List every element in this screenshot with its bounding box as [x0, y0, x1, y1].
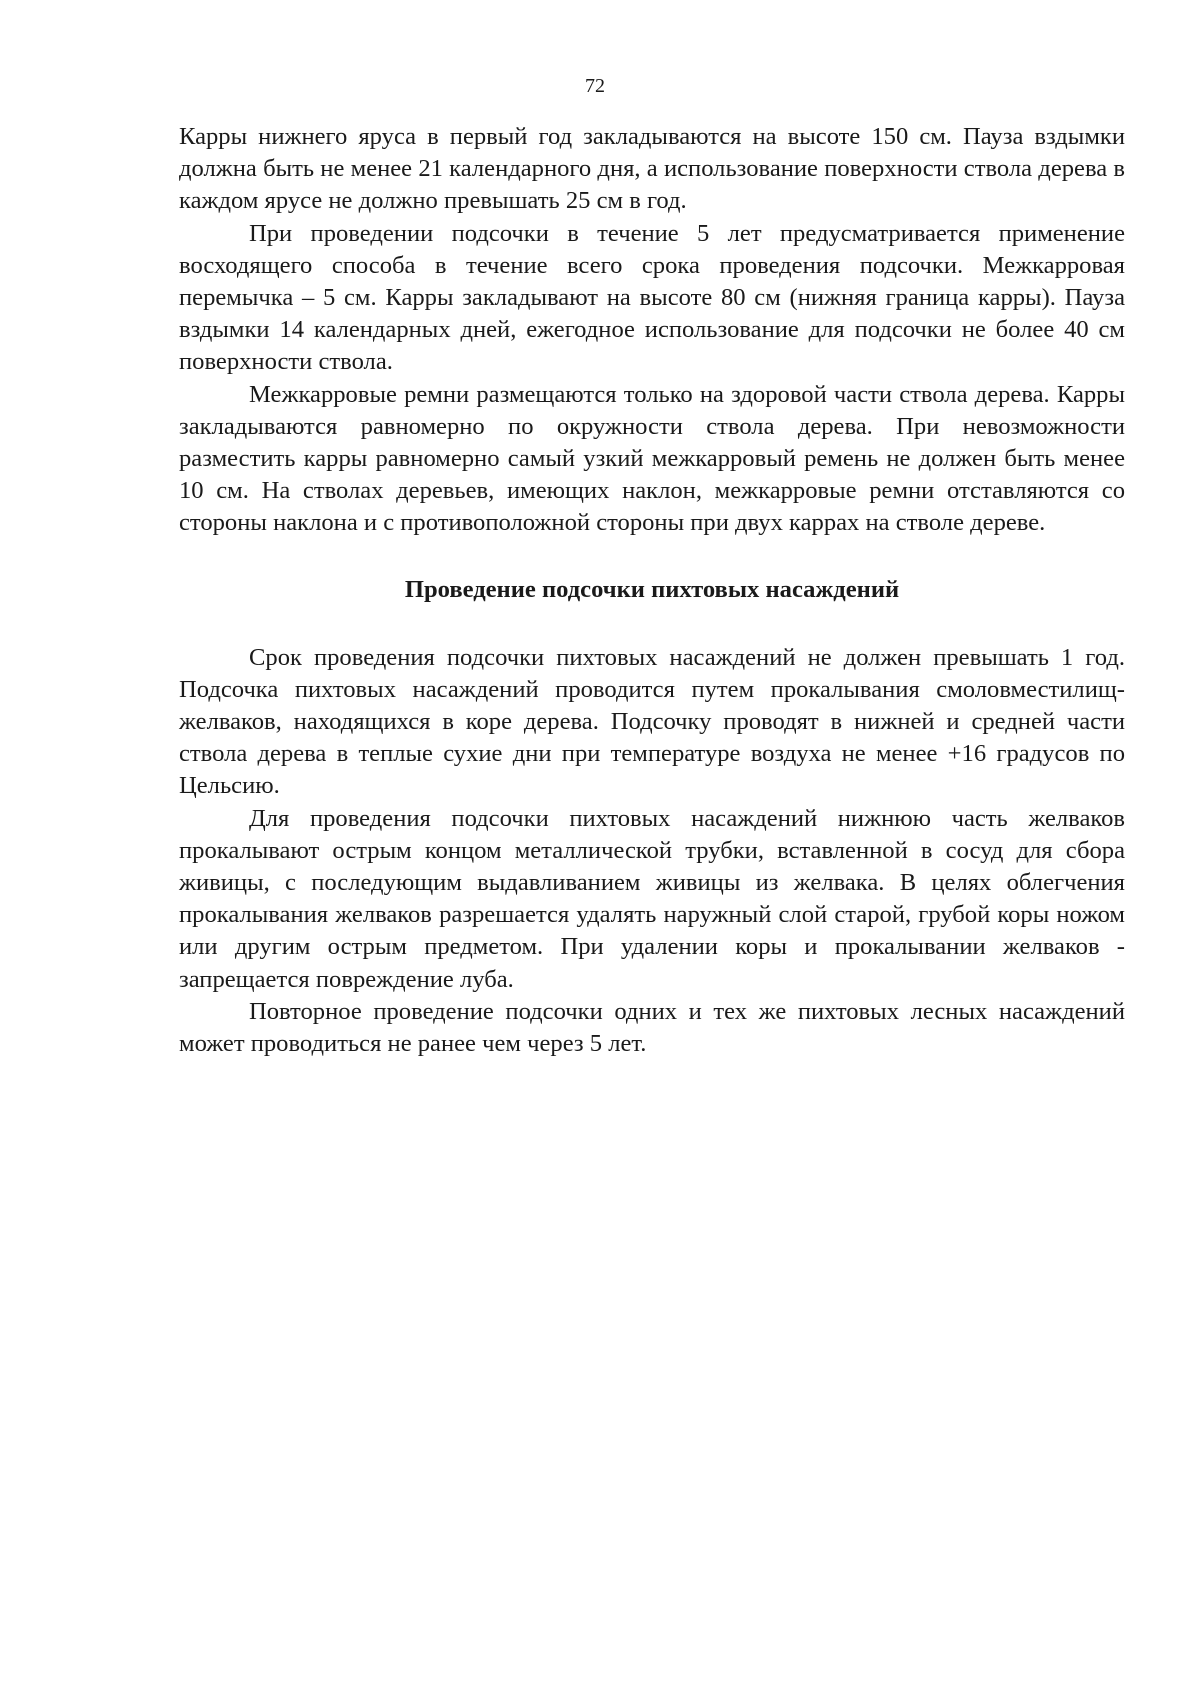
- paragraph-1: Карры нижнего яруса в первый год закладываются на высоте 150 см. Пауза вздымки должна быть не менее 21 календарного дня, а использование поверхности ствола дерева в каждом ярусе не должно превышать 25 см в год.: [179, 123, 1125, 215]
- paragraph-2: При проведении подсочки в течение 5 лет предусматривается применение восходящего способа в течение всего срока проведения подсочки. Межкарровая перемычка – 5 см. Карры закладывают на высоте 80 см (нижняя граница карры). Пауза вздымки 14 календарных дней, ежегодное использование для подсочки не более 40 см поверхности ствола.: [179, 219, 1125, 376]
- paragraph-4: Срок проведения подсочки пихтовых насаждений не должен превышать 1 год. Подсочка пихтовых насаждений проводится путем прокалывания смоловместилищ-желваков, находящихся в коре дерева. Подсочку проводят в нижней и средней части ствола дерева в теплые сухие дни при температуре воздуха не менее +16 градусов по Цельсию.: [179, 643, 1125, 800]
- paragraph-3: Межкарровые ремни размещаются только на здоровой части ствола дерева. Карры закладываются равномерно по окружности ствола дерева. При невозможности разместить карры равномерно самый узкий межкарровый ремень не должен быть менее 10 см. На стволах деревьев, имеющих наклон, межкарровые ремни отставляются со стороны наклона и с противоположной стороны при двух каррах на стволе дереве.: [179, 380, 1125, 537]
- section-heading: Проведение подсочки пихтовых насаждений: [404, 575, 900, 603]
- page-body: [179, 121, 1125, 1060]
- paragraph-5: Для проведения подсочки пихтовых насаждений нижнюю часть желваков прокалывают острым концом металлической трубки, вставленной в сосуд для сбора живицы, с последующим выдавливанием живицы из желвака. В целях облегчения прокалывания желваков разрешается удалять наружный слой старой, грубой коры ножом или другим острым предметом. При удалении коры и прокалывании желваков - запрещается повреждение луба.: [179, 804, 1125, 993]
- page-number: 72: [585, 75, 605, 97]
- paragraph-6: Повторное проведение подсочки одних и тех же пихтовых лесных насаждений может проводиться не ранее чем через 5 лет.: [179, 997, 1125, 1058]
